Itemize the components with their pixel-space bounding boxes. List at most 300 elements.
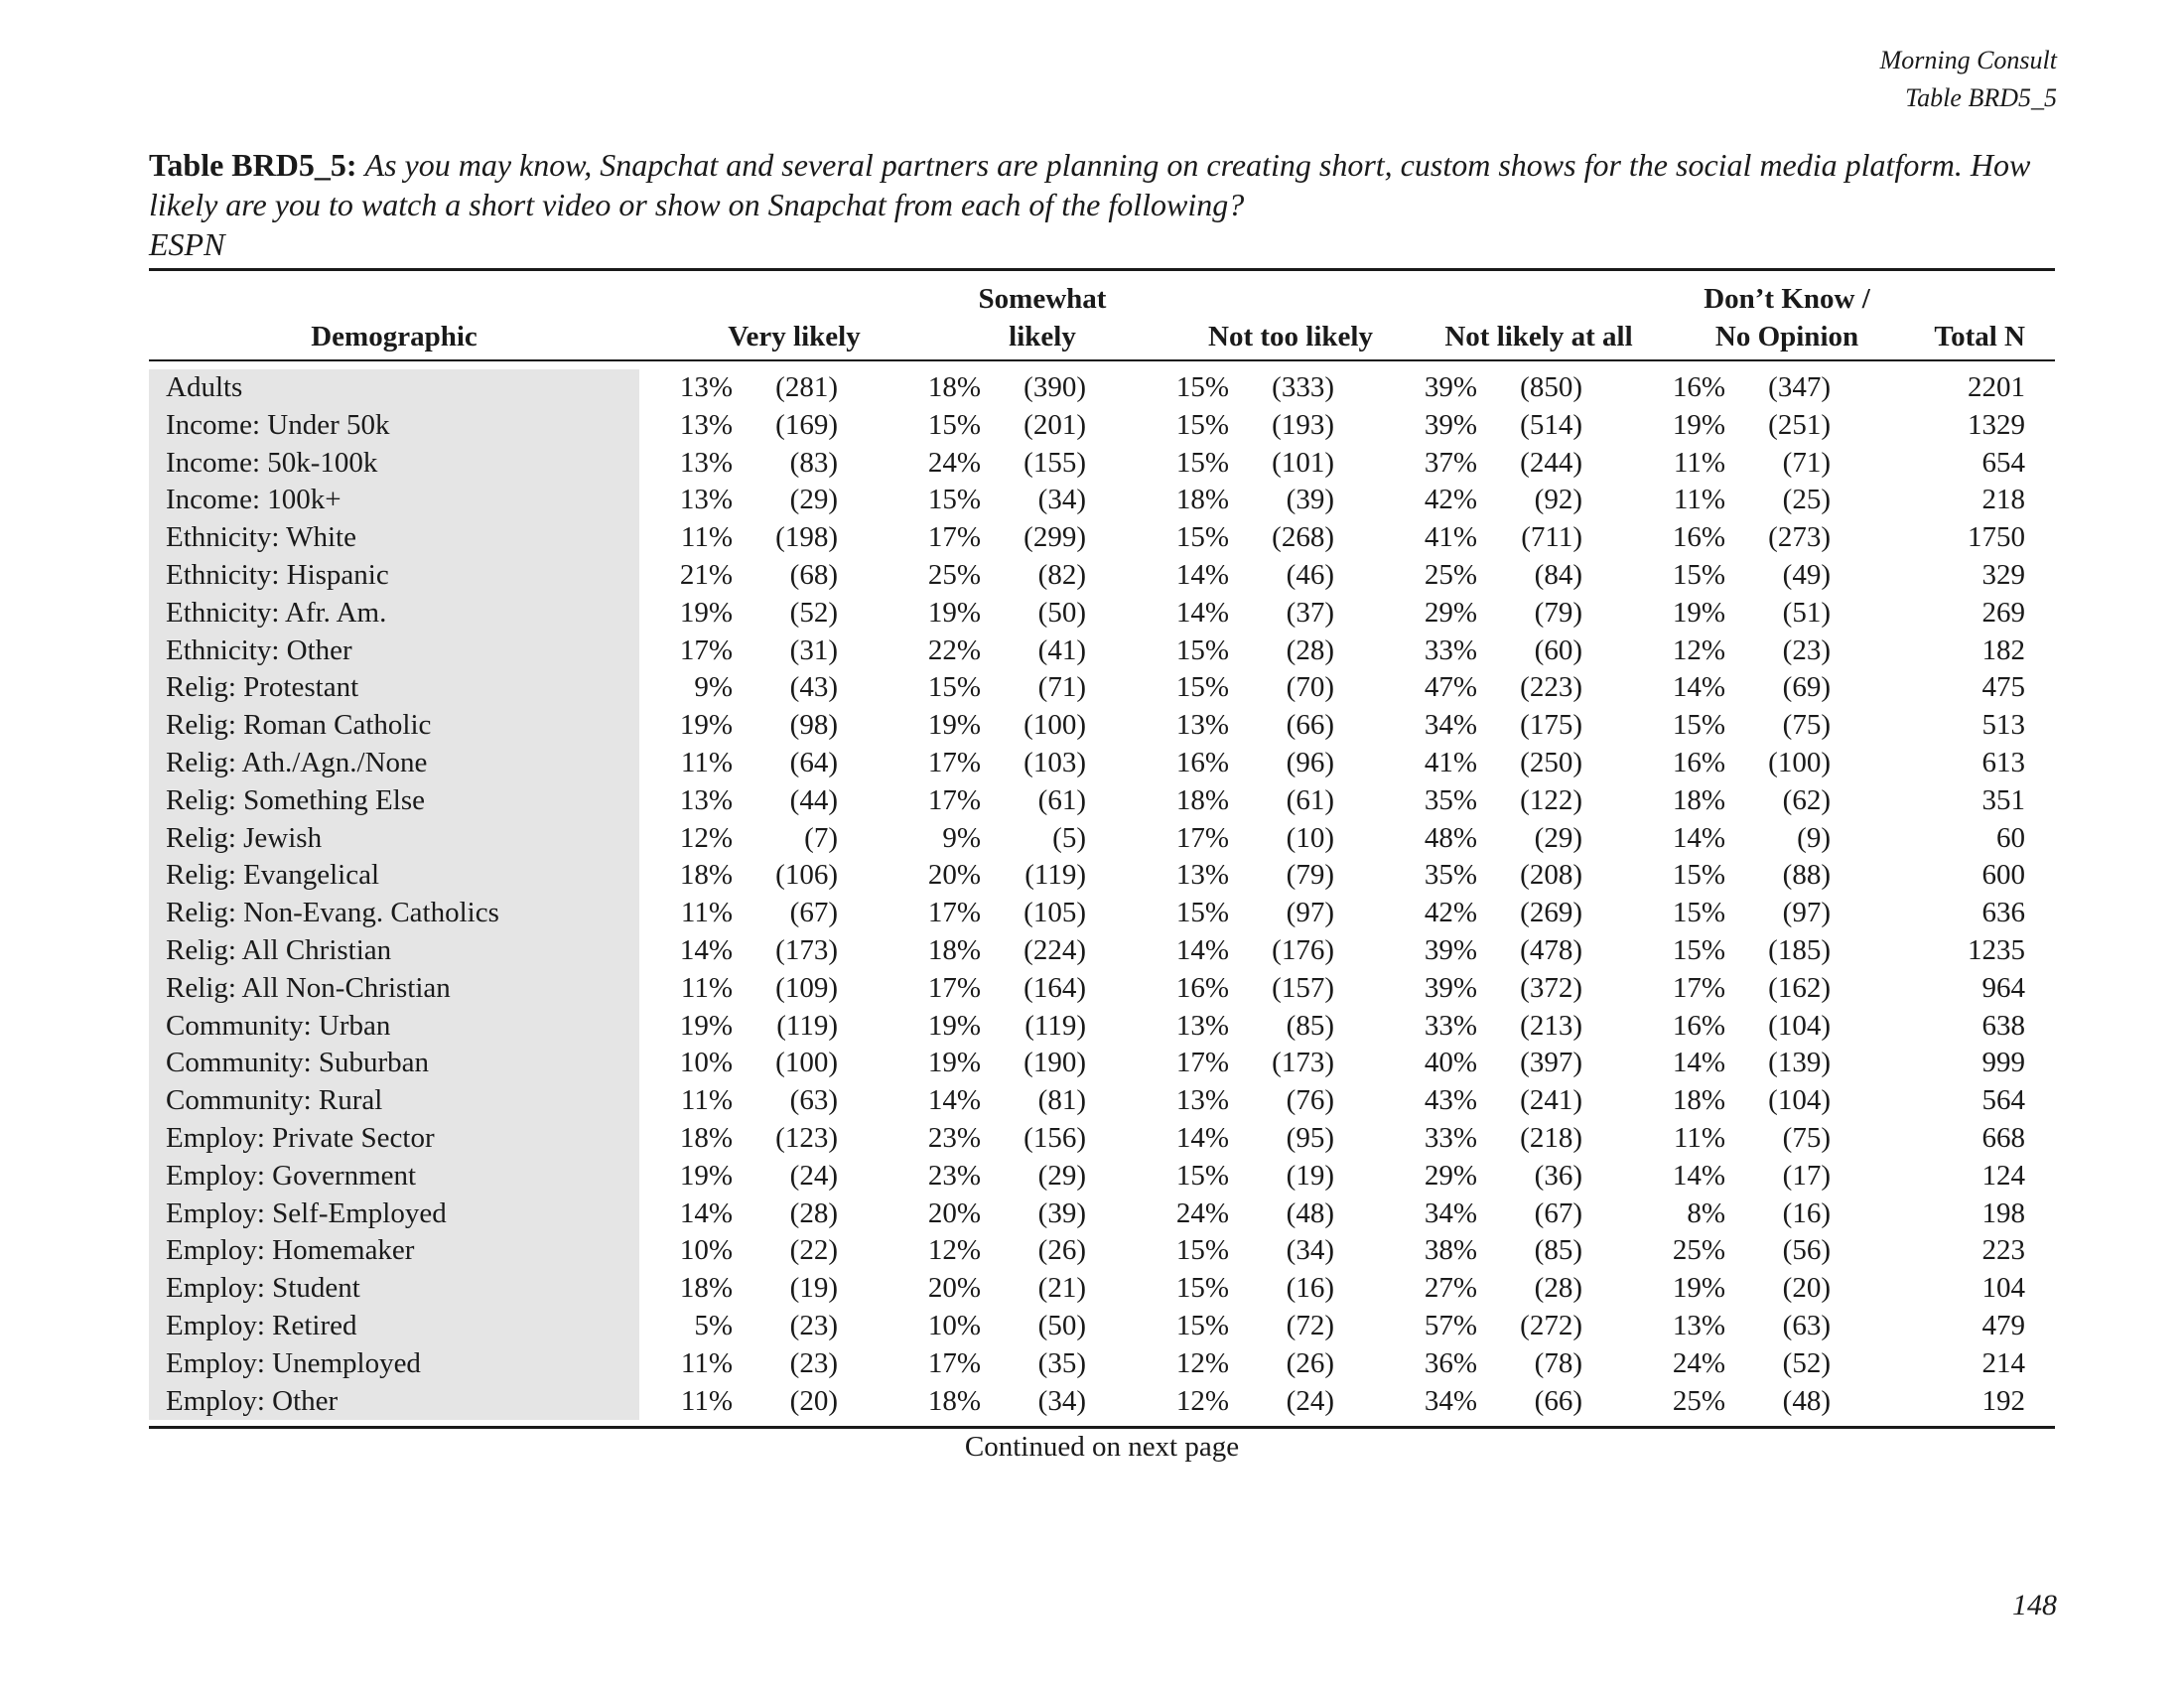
cell-not-likely-at-all-n: (208) <box>1520 859 1582 892</box>
cell-somewhat-likely-n: (35) <box>1037 1346 1086 1379</box>
cell-not-too-likely-pct: 17% <box>1175 1047 1229 1079</box>
table-row <box>149 1120 2055 1158</box>
col-header-total-n: Total N <box>1934 321 2025 352</box>
cell-total-n: 654 <box>1981 446 2025 479</box>
row-demographic-label: Employ: Retired <box>166 1309 357 1341</box>
cell-somewhat-likely-n: (155) <box>1024 446 1086 479</box>
cell-not-too-likely-n: (193) <box>1272 408 1334 441</box>
cell-not-likely-at-all-pct: 34% <box>1424 1384 1477 1417</box>
cell-not-too-likely-n: (46) <box>1286 558 1334 591</box>
cell-dont-know-pct: 19% <box>1672 1272 1725 1305</box>
cell-somewhat-likely-pct: 23% <box>927 1121 981 1154</box>
cell-dont-know-n: (69) <box>1782 671 1831 704</box>
cell-somewhat-likely-n: (39) <box>1037 1196 1086 1229</box>
table-id: Table BRD5_5 <box>1905 83 2057 112</box>
cell-not-too-likely-pct: 14% <box>1175 596 1229 629</box>
cell-not-too-likely-n: (70) <box>1286 671 1334 704</box>
row-demographic-label: Community: Urban <box>166 1009 391 1042</box>
cell-somewhat-likely-pct: 23% <box>927 1159 981 1192</box>
cell-somewhat-likely-n: (105) <box>1024 897 1086 929</box>
cell-very-likely-n: (19) <box>789 1272 838 1305</box>
cell-not-too-likely-n: (173) <box>1272 1047 1334 1079</box>
cell-somewhat-likely-pct: 15% <box>927 484 981 516</box>
cell-somewhat-likely-pct: 17% <box>927 746 981 778</box>
cell-somewhat-likely-pct: 24% <box>927 446 981 479</box>
cell-not-likely-at-all-pct: 34% <box>1424 1196 1477 1229</box>
row-demographic-label: Ethnicity: White <box>166 521 356 554</box>
cell-not-too-likely-pct: 24% <box>1175 1196 1229 1229</box>
cell-dont-know-pct: 16% <box>1672 521 1725 554</box>
cell-very-likely-pct: 11% <box>680 1384 733 1417</box>
cell-dont-know-pct: 14% <box>1672 821 1725 854</box>
row-demographic-label: Relig: All Non-Christian <box>166 971 451 1004</box>
cell-not-likely-at-all-n: (28) <box>1534 1272 1582 1305</box>
cell-total-n: 60 <box>1996 821 2025 854</box>
cell-not-too-likely-pct: 15% <box>1175 633 1229 666</box>
cell-somewhat-likely-pct: 20% <box>927 1196 981 1229</box>
cell-somewhat-likely-n: (71) <box>1037 671 1086 704</box>
cell-dont-know-n: (49) <box>1782 558 1831 591</box>
cell-dont-know-pct: 24% <box>1672 1346 1725 1379</box>
cell-not-likely-at-all-pct: 42% <box>1424 897 1477 929</box>
cell-not-too-likely-pct: 13% <box>1175 709 1229 742</box>
row-demographic-label: Relig: Jewish <box>166 821 323 854</box>
cell-not-likely-at-all-pct: 39% <box>1424 371 1477 403</box>
cell-dont-know-pct: 15% <box>1672 709 1725 742</box>
cell-somewhat-likely-n: (103) <box>1024 746 1086 778</box>
cell-somewhat-likely-n: (190) <box>1024 1047 1086 1079</box>
cell-very-likely-n: (109) <box>775 971 838 1004</box>
cell-dont-know-pct: 11% <box>1673 1121 1725 1154</box>
cell-very-likely-pct: 11% <box>680 1084 733 1117</box>
cell-dont-know-n: (139) <box>1768 1047 1831 1079</box>
table-row <box>149 1196 2055 1233</box>
table-row <box>149 407 2055 445</box>
cell-not-likely-at-all-n: (84) <box>1534 558 1582 591</box>
cell-not-likely-at-all-n: (122) <box>1520 783 1582 816</box>
cell-very-likely-n: (123) <box>775 1121 838 1154</box>
row-demographic-label: Employ: Student <box>166 1272 360 1305</box>
table-caption <box>149 145 2055 264</box>
cell-not-too-likely-pct: 15% <box>1175 897 1229 929</box>
cell-somewhat-likely-pct: 19% <box>927 709 981 742</box>
cell-not-likely-at-all-pct: 57% <box>1424 1309 1477 1341</box>
cell-total-n: 1750 <box>1968 521 2025 554</box>
cell-not-likely-at-all-n: (223) <box>1520 671 1582 704</box>
cell-total-n: 269 <box>1981 596 2025 629</box>
cell-not-likely-at-all-n: (372) <box>1520 971 1582 1004</box>
cell-not-too-likely-pct: 16% <box>1175 971 1229 1004</box>
cell-very-likely-n: (64) <box>789 746 838 778</box>
cell-not-likely-at-all-n: (78) <box>1534 1346 1582 1379</box>
cell-somewhat-likely-pct: 19% <box>927 596 981 629</box>
cell-total-n: 479 <box>1981 1309 2025 1341</box>
cell-not-likely-at-all-n: (67) <box>1534 1196 1582 1229</box>
cell-somewhat-likely-pct: 18% <box>927 1384 981 1417</box>
cell-somewhat-likely-n: (26) <box>1037 1234 1086 1267</box>
cell-somewhat-likely-pct: 17% <box>927 783 981 816</box>
cell-very-likely-pct: 11% <box>680 746 733 778</box>
row-demographic-label: Relig: Protestant <box>166 671 359 704</box>
report-header <box>1880 42 2057 117</box>
cell-very-likely-pct: 9% <box>694 671 733 704</box>
cell-total-n: 2201 <box>1968 371 2025 403</box>
cell-not-too-likely-n: (48) <box>1286 1196 1334 1229</box>
cell-very-likely-pct: 13% <box>679 371 733 403</box>
cell-somewhat-likely-n: (224) <box>1024 933 1086 966</box>
cell-very-likely-pct: 14% <box>679 1196 733 1229</box>
cell-not-likely-at-all-pct: 33% <box>1424 633 1477 666</box>
cell-very-likely-pct: 21% <box>679 558 733 591</box>
cell-not-likely-at-all-n: (29) <box>1534 821 1582 854</box>
cell-very-likely-pct: 13% <box>679 484 733 516</box>
row-demographic-label: Ethnicity: Hispanic <box>166 558 389 591</box>
cell-dont-know-n: (25) <box>1782 484 1831 516</box>
row-demographic-label: Employ: Homemaker <box>166 1234 415 1267</box>
cell-total-n: 214 <box>1981 1346 2025 1379</box>
cell-very-likely-n: (43) <box>789 671 838 704</box>
cell-very-likely-n: (68) <box>789 558 838 591</box>
cell-not-too-likely-n: (10) <box>1286 821 1334 854</box>
col-header-somewhat-line1: Somewhat <box>978 283 1107 315</box>
cell-very-likely-n: (28) <box>789 1196 838 1229</box>
cell-not-likely-at-all-n: (60) <box>1534 633 1582 666</box>
cell-somewhat-likely-n: (34) <box>1037 484 1086 516</box>
cell-somewhat-likely-pct: 25% <box>927 558 981 591</box>
table-body <box>149 369 2055 1420</box>
cell-not-likely-at-all-n: (850) <box>1520 371 1582 403</box>
cell-dont-know-n: (63) <box>1782 1309 1831 1341</box>
cell-somewhat-likely-n: (21) <box>1037 1272 1086 1305</box>
caption-label: Table BRD5_5: <box>149 147 357 183</box>
row-demographic-label: Income: 100k+ <box>166 484 341 516</box>
cell-somewhat-likely-n: (156) <box>1024 1121 1086 1154</box>
cell-total-n: 636 <box>1981 897 2025 929</box>
table-row <box>149 1345 2055 1383</box>
cell-very-likely-pct: 13% <box>679 408 733 441</box>
cell-very-likely-n: (29) <box>789 484 838 516</box>
cell-not-too-likely-n: (268) <box>1272 521 1334 554</box>
cell-very-likely-pct: 18% <box>679 1272 733 1305</box>
cell-total-n: 218 <box>1981 484 2025 516</box>
table-row <box>149 1045 2055 1082</box>
cell-not-too-likely-n: (95) <box>1286 1121 1334 1154</box>
cell-not-likely-at-all-pct: 27% <box>1424 1272 1477 1305</box>
cell-very-likely-pct: 11% <box>680 971 733 1004</box>
cell-somewhat-likely-pct: 17% <box>927 971 981 1004</box>
cell-not-likely-at-all-pct: 33% <box>1424 1121 1477 1154</box>
row-demographic-label: Relig: Ath./Agn./None <box>166 746 428 778</box>
cell-not-too-likely-pct: 12% <box>1175 1384 1229 1417</box>
table-row <box>149 1308 2055 1345</box>
cell-very-likely-n: (23) <box>789 1346 838 1379</box>
cell-somewhat-likely-pct: 20% <box>927 859 981 892</box>
cell-dont-know-n: (75) <box>1782 1121 1831 1154</box>
cell-somewhat-likely-n: (201) <box>1024 408 1086 441</box>
cell-not-too-likely-n: (19) <box>1286 1159 1334 1192</box>
cell-not-too-likely-n: (157) <box>1272 971 1334 1004</box>
cell-not-likely-at-all-n: (213) <box>1520 1009 1582 1042</box>
table-header <box>149 272 2055 359</box>
cell-not-too-likely-n: (24) <box>1286 1384 1334 1417</box>
cell-not-too-likely-n: (85) <box>1286 1009 1334 1042</box>
cell-very-likely-pct: 19% <box>679 1009 733 1042</box>
cell-not-likely-at-all-pct: 47% <box>1424 671 1477 704</box>
cell-somewhat-likely-pct: 14% <box>927 1084 981 1117</box>
cell-dont-know-pct: 16% <box>1672 1009 1725 1042</box>
cell-dont-know-pct: 25% <box>1672 1384 1725 1417</box>
cell-dont-know-pct: 18% <box>1672 783 1725 816</box>
cell-very-likely-n: (198) <box>775 521 838 554</box>
cell-dont-know-n: (97) <box>1782 897 1831 929</box>
cell-very-likely-pct: 13% <box>679 446 733 479</box>
cell-not-likely-at-all-pct: 33% <box>1424 1009 1477 1042</box>
row-demographic-label: Community: Suburban <box>166 1047 430 1079</box>
cell-total-n: 351 <box>1981 783 2025 816</box>
cell-somewhat-likely-n: (299) <box>1024 521 1086 554</box>
row-demographic-label: Income: Under 50k <box>166 408 390 441</box>
cell-not-likely-at-all-n: (250) <box>1520 746 1582 778</box>
table-row <box>149 519 2055 557</box>
cell-not-likely-at-all-n: (711) <box>1521 521 1582 554</box>
cell-very-likely-n: (31) <box>789 633 838 666</box>
cell-not-too-likely-n: (79) <box>1286 859 1334 892</box>
cell-not-likely-at-all-n: (66) <box>1534 1384 1582 1417</box>
caption-question: As you may know, Snapchat and several partners are planning on creating short, custom shows for the social media platform. How likely are you to watch a short video or show on Snapchat from each of the following? <box>149 147 2031 222</box>
cell-dont-know-n: (185) <box>1768 933 1831 966</box>
cell-very-likely-n: (100) <box>775 1047 838 1079</box>
cell-total-n: 475 <box>1981 671 2025 704</box>
cell-dont-know-pct: 16% <box>1672 371 1725 403</box>
row-demographic-label: Relig: All Christian <box>166 933 392 966</box>
cell-not-too-likely-pct: 13% <box>1175 859 1229 892</box>
cell-not-too-likely-pct: 14% <box>1175 558 1229 591</box>
table-row <box>149 932 2055 970</box>
cell-dont-know-n: (62) <box>1782 783 1831 816</box>
cell-dont-know-n: (16) <box>1782 1196 1831 1229</box>
cell-somewhat-likely-n: (390) <box>1024 371 1086 403</box>
cell-somewhat-likely-pct: 18% <box>927 933 981 966</box>
cell-dont-know-pct: 14% <box>1672 671 1725 704</box>
cell-very-likely-pct: 14% <box>679 933 733 966</box>
row-demographic-label: Ethnicity: Afr. Am. <box>166 596 387 629</box>
cell-not-too-likely-pct: 15% <box>1175 521 1229 554</box>
cell-very-likely-pct: 5% <box>694 1309 733 1341</box>
continued-note: Continued on next page <box>964 1431 1240 1463</box>
table-row <box>149 445 2055 483</box>
table-row <box>149 557 2055 595</box>
cell-not-likely-at-all-n: (79) <box>1534 596 1582 629</box>
table-row <box>149 857 2055 895</box>
cell-not-likely-at-all-n: (92) <box>1534 484 1582 516</box>
cell-dont-know-n: (71) <box>1782 446 1831 479</box>
cell-dont-know-n: (20) <box>1782 1272 1831 1305</box>
cell-very-likely-n: (119) <box>776 1009 838 1042</box>
table-row <box>149 1232 2055 1270</box>
cell-dont-know-pct: 15% <box>1672 859 1725 892</box>
row-demographic-label: Employ: Government <box>166 1159 417 1192</box>
cell-not-likely-at-all-pct: 40% <box>1424 1047 1477 1079</box>
cell-very-likely-n: (22) <box>789 1234 838 1267</box>
cell-total-n: 198 <box>1981 1196 2025 1229</box>
cell-not-too-likely-n: (16) <box>1286 1272 1334 1305</box>
col-header-not-too-likely: Not too likely <box>1208 321 1373 352</box>
table-row <box>149 369 2055 407</box>
cell-not-too-likely-pct: 15% <box>1175 446 1229 479</box>
cell-not-too-likely-n: (39) <box>1286 484 1334 516</box>
cell-somewhat-likely-pct: 17% <box>927 521 981 554</box>
table-row <box>149 1082 2055 1120</box>
cell-not-too-likely-n: (28) <box>1286 633 1334 666</box>
cell-dont-know-pct: 13% <box>1672 1309 1725 1341</box>
cell-not-too-likely-n: (101) <box>1272 446 1334 479</box>
cell-very-likely-n: (281) <box>775 371 838 403</box>
cell-very-likely-n: (169) <box>775 408 838 441</box>
cell-not-too-likely-pct: 15% <box>1175 371 1229 403</box>
table-row <box>149 1008 2055 1046</box>
cell-somewhat-likely-n: (41) <box>1037 633 1086 666</box>
cell-very-likely-pct: 11% <box>680 521 733 554</box>
cell-very-likely-n: (44) <box>789 783 838 816</box>
cell-total-n: 600 <box>1981 859 2025 892</box>
cell-not-too-likely-n: (34) <box>1286 1234 1334 1267</box>
cell-very-likely-pct: 19% <box>679 709 733 742</box>
cell-dont-know-n: (9) <box>1797 821 1831 854</box>
cell-very-likely-pct: 18% <box>679 859 733 892</box>
cell-not-likely-at-all-pct: 29% <box>1424 596 1477 629</box>
cell-not-likely-at-all-pct: 37% <box>1424 446 1477 479</box>
cell-very-likely-n: (98) <box>789 709 838 742</box>
cell-not-too-likely-pct: 18% <box>1175 484 1229 516</box>
table-row <box>149 895 2055 932</box>
row-demographic-label: Relig: Evangelical <box>166 859 380 892</box>
org-name: Morning Consult <box>1879 46 2057 74</box>
cell-not-too-likely-pct: 17% <box>1175 821 1229 854</box>
cell-not-too-likely-n: (97) <box>1286 897 1334 929</box>
cell-not-too-likely-n: (66) <box>1286 709 1334 742</box>
row-demographic-label: Income: 50k-100k <box>166 446 378 479</box>
cell-very-likely-pct: 10% <box>679 1047 733 1079</box>
cell-total-n: 668 <box>1981 1121 2025 1154</box>
cell-very-likely-n: (23) <box>789 1309 838 1341</box>
cell-not-likely-at-all-n: (244) <box>1520 446 1582 479</box>
table-row <box>149 707 2055 745</box>
row-demographic-label: Employ: Unemployed <box>166 1346 421 1379</box>
cell-very-likely-n: (83) <box>789 446 838 479</box>
cell-not-too-likely-n: (176) <box>1272 933 1334 966</box>
cell-not-likely-at-all-pct: 25% <box>1424 558 1477 591</box>
cell-dont-know-n: (56) <box>1782 1234 1831 1267</box>
cell-dont-know-n: (75) <box>1782 709 1831 742</box>
cell-not-too-likely-pct: 18% <box>1175 783 1229 816</box>
cell-not-too-likely-pct: 15% <box>1175 408 1229 441</box>
page-number: 148 <box>2012 1589 2057 1621</box>
cell-not-too-likely-pct: 13% <box>1175 1084 1229 1117</box>
cell-dont-know-n: (273) <box>1768 521 1831 554</box>
cell-somewhat-likely-n: (50) <box>1037 596 1086 629</box>
cell-not-likely-at-all-n: (36) <box>1534 1159 1582 1192</box>
row-demographic-label: Employ: Other <box>166 1384 339 1417</box>
cell-not-too-likely-pct: 15% <box>1175 1159 1229 1192</box>
cell-somewhat-likely-n: (61) <box>1037 783 1086 816</box>
cell-very-likely-pct: 17% <box>679 633 733 666</box>
cell-not-likely-at-all-pct: 35% <box>1424 859 1477 892</box>
cell-dont-know-pct: 16% <box>1672 746 1725 778</box>
cell-dont-know-n: (17) <box>1782 1159 1831 1192</box>
cell-dont-know-n: (48) <box>1782 1384 1831 1417</box>
cell-total-n: 104 <box>1981 1272 2025 1305</box>
cell-total-n: 182 <box>1981 633 2025 666</box>
cell-somewhat-likely-n: (164) <box>1024 971 1086 1004</box>
cell-not-likely-at-all-pct: 39% <box>1424 971 1477 1004</box>
cell-not-too-likely-pct: 14% <box>1175 933 1229 966</box>
cell-total-n: 1235 <box>1968 933 2025 966</box>
cell-dont-know-n: (52) <box>1782 1346 1831 1379</box>
cell-total-n: 124 <box>1981 1159 2025 1192</box>
cell-somewhat-likely-pct: 15% <box>927 408 981 441</box>
cell-somewhat-likely-n: (29) <box>1037 1159 1086 1192</box>
cell-somewhat-likely-n: (100) <box>1024 709 1086 742</box>
cell-somewhat-likely-pct: 12% <box>927 1234 981 1267</box>
cell-total-n: 223 <box>1981 1234 2025 1267</box>
cell-not-likely-at-all-n: (269) <box>1520 897 1582 929</box>
cell-not-likely-at-all-pct: 39% <box>1424 933 1477 966</box>
caption-subtitle: ESPN <box>149 226 225 262</box>
cell-not-too-likely-pct: 15% <box>1175 671 1229 704</box>
row-demographic-label: Employ: Private Sector <box>166 1121 435 1154</box>
cell-not-likely-at-all-pct: 43% <box>1424 1084 1477 1117</box>
cell-dont-know-pct: 18% <box>1672 1084 1725 1117</box>
cell-somewhat-likely-pct: 9% <box>942 821 981 854</box>
cell-not-too-likely-pct: 12% <box>1175 1346 1229 1379</box>
table-row <box>149 1270 2055 1308</box>
cell-total-n: 613 <box>1981 746 2025 778</box>
cell-not-likely-at-all-n: (218) <box>1520 1121 1582 1154</box>
cell-not-too-likely-n: (26) <box>1286 1346 1334 1379</box>
cell-not-likely-at-all-pct: 36% <box>1424 1346 1477 1379</box>
cell-not-likely-at-all-pct: 48% <box>1424 821 1477 854</box>
cell-not-too-likely-pct: 15% <box>1175 1234 1229 1267</box>
cell-very-likely-pct: 11% <box>680 1346 733 1379</box>
row-demographic-label: Relig: Something Else <box>166 783 425 816</box>
cell-dont-know-n: (162) <box>1768 971 1831 1004</box>
cell-total-n: 564 <box>1981 1084 2025 1117</box>
table-row <box>149 970 2055 1008</box>
cell-very-likely-n: (67) <box>789 897 838 929</box>
table-row <box>149 669 2055 707</box>
col-header-dont-know-line1: Don’t Know / <box>1704 283 1870 315</box>
cell-dont-know-n: (104) <box>1768 1084 1831 1117</box>
cell-total-n: 1329 <box>1968 408 2025 441</box>
cell-not-too-likely-n: (333) <box>1272 371 1334 403</box>
cell-not-too-likely-pct: 13% <box>1175 1009 1229 1042</box>
cell-total-n: 329 <box>1981 558 2025 591</box>
cell-dont-know-pct: 15% <box>1672 933 1725 966</box>
cell-not-likely-at-all-pct: 42% <box>1424 484 1477 516</box>
cell-not-too-likely-n: (61) <box>1286 783 1334 816</box>
cell-very-likely-n: (106) <box>775 859 838 892</box>
cell-not-likely-at-all-pct: 41% <box>1424 521 1477 554</box>
cell-somewhat-likely-pct: 10% <box>927 1309 981 1341</box>
cell-very-likely-pct: 13% <box>679 783 733 816</box>
row-demographic-label: Community: Rural <box>166 1084 383 1117</box>
cell-dont-know-n: (88) <box>1782 859 1831 892</box>
cell-somewhat-likely-pct: 19% <box>927 1047 981 1079</box>
cell-very-likely-n: (52) <box>789 596 838 629</box>
cell-total-n: 192 <box>1981 1384 2025 1417</box>
cell-not-likely-at-all-pct: 29% <box>1424 1159 1477 1192</box>
cell-not-likely-at-all-pct: 41% <box>1424 746 1477 778</box>
